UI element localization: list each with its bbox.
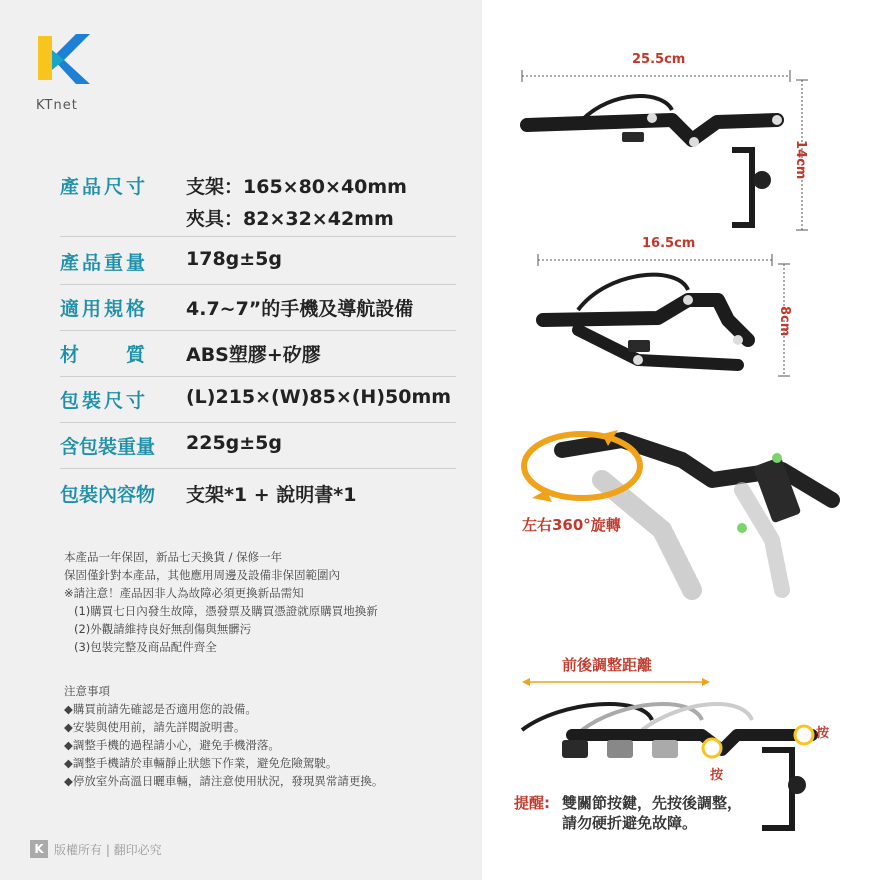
spec-value: 225g±5g bbox=[186, 432, 283, 454]
spec-value: 夾具：82×32×42mm bbox=[186, 208, 394, 230]
spec-value: 178g±5g bbox=[186, 248, 283, 270]
spec-label: 材 質 bbox=[60, 344, 149, 366]
press-label-2: 按 bbox=[710, 768, 724, 783]
illustration-panel bbox=[482, 0, 880, 880]
mount-side-view-1 bbox=[522, 90, 792, 230]
caution-line: ◆調整手機的過程請小心，避免手機滑落。 bbox=[64, 738, 280, 752]
spec-row-compat bbox=[60, 294, 456, 331]
reminder-prefix: 提醒: bbox=[514, 794, 550, 812]
dimension-line-width-2 bbox=[538, 254, 774, 266]
spec-label: 產品尺寸 bbox=[60, 176, 149, 198]
spec-label: 產品重量 bbox=[60, 252, 149, 274]
spec-row-weight bbox=[60, 248, 456, 285]
spec-label: 適用規格 bbox=[60, 298, 149, 320]
width-label-1: 25.5cm bbox=[632, 52, 686, 67]
copyright bbox=[30, 840, 162, 858]
caution-line: ◆調整手機請於車輛靜止狀態下作業，避免危險駕駛。 bbox=[64, 756, 338, 770]
reminder-line-1: 雙關節按鍵，先按後調整， bbox=[562, 794, 743, 812]
spec-value: 支架*1 + 說明書*1 bbox=[186, 484, 357, 506]
adjust-label: 前後調整距離 bbox=[562, 656, 653, 674]
ktnet-logo bbox=[32, 28, 92, 88]
caution-title: 注意事項 bbox=[64, 684, 110, 698]
height-label-1: 14cm bbox=[793, 140, 808, 180]
copyright-text: 版權所有 | 翻印必究 bbox=[54, 842, 162, 857]
width-label-2: 16.5cm bbox=[642, 236, 696, 251]
spec-value: ABS塑膠+矽膠 bbox=[186, 344, 321, 366]
mount-side-view-2 bbox=[538, 270, 774, 380]
reminder-line-2: 請勿硬折避免故障。 bbox=[562, 814, 698, 832]
rotation-label: 左右360°旋轉 bbox=[522, 516, 621, 534]
spec-row-material bbox=[60, 340, 456, 377]
dimension-line-width-1 bbox=[522, 70, 792, 82]
brand-name: KTnet bbox=[36, 98, 78, 113]
caution-line: ◆安裝與使用前，請先詳閱說明書。 bbox=[64, 720, 246, 734]
adjust-arrow bbox=[522, 676, 712, 688]
height-label-2: 8cm bbox=[777, 306, 792, 337]
warranty-line: (3)包裝完整及商品配件齊全 bbox=[74, 640, 217, 654]
warranty-line: 保固僅針對本產品，其他應用周邊及設備非保固範圍內 bbox=[64, 568, 340, 582]
spec-label: 包裝內容物 bbox=[60, 484, 156, 506]
press-label-1: 按 bbox=[816, 726, 830, 741]
spec-label: 包裝尺寸 bbox=[60, 390, 149, 412]
caution-notes bbox=[64, 682, 383, 790]
spec-row-contents bbox=[60, 480, 456, 516]
k-logo-icon: K bbox=[30, 840, 48, 858]
warranty-line: (2)外觀請維持良好無刮傷與無髒污 bbox=[74, 622, 252, 636]
caution-line: ◆停放室外高溫日曬車輛，請注意使用狀況，發現異常請更換。 bbox=[64, 774, 384, 788]
warranty-line: (1)購買七日內發生故障，憑發票及購買憑證就原購買地換新 bbox=[74, 604, 378, 618]
spec-row-package-weight bbox=[60, 432, 456, 469]
warranty-line: 本產品一年保固，新品七天換貨 / 保修一年 bbox=[64, 550, 283, 564]
spec-label: 含包裝重量 bbox=[60, 436, 156, 458]
warranty-line: ※請注意！產品因非人為故障必須更換新品需知 bbox=[64, 586, 304, 600]
spec-value: (L)215×(W)85×(H)50mm bbox=[186, 386, 452, 408]
spec-row-package-size bbox=[60, 386, 456, 423]
warranty-notes bbox=[64, 548, 378, 656]
spec-row-size bbox=[60, 172, 456, 237]
spec-value: 支架：165×80×40mm bbox=[186, 176, 407, 198]
caution-line: ◆購買前請先確認是否適用您的設備。 bbox=[64, 702, 257, 716]
spec-value: 4.7~7”的手機及導航設備 bbox=[186, 298, 414, 320]
